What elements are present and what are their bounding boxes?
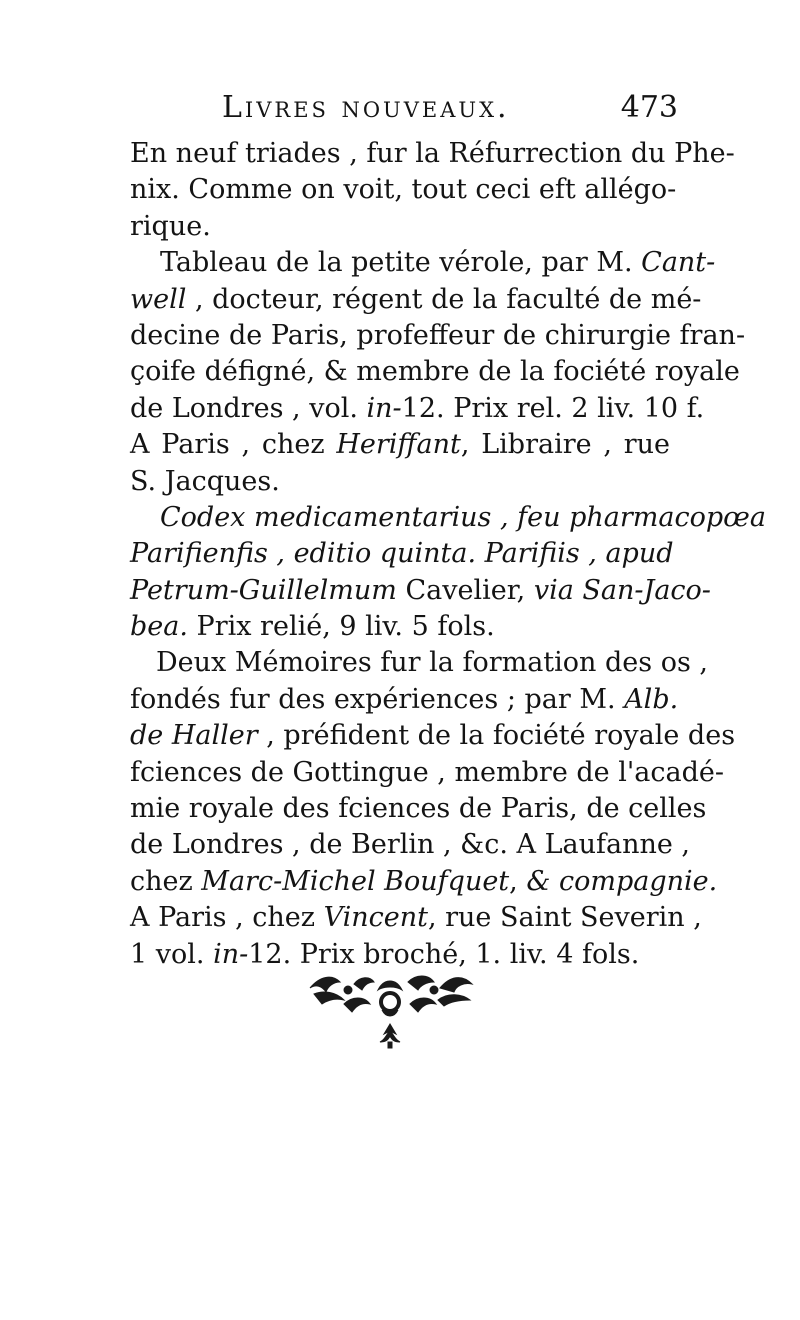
italic-segment: well xyxy=(130,283,187,315)
text-segment: fciences de Gottingue , membre de l'acadé- xyxy=(130,756,724,788)
text-line xyxy=(130,172,677,208)
text-segment: , Libraire , rue xyxy=(460,429,670,461)
text-segment: En neuf triades , fur la Réfurrection du Phe- xyxy=(130,138,735,169)
text-line xyxy=(130,682,679,718)
text-segment: chez xyxy=(130,865,202,897)
text-segment: , xyxy=(509,865,527,897)
italic-segment: de Haller xyxy=(130,720,258,752)
text-line xyxy=(130,318,746,354)
text-segment: de Londres , vol. xyxy=(130,392,367,424)
text-segment: çoife défigné, & membre de la fociété royale xyxy=(130,356,740,388)
text-line xyxy=(130,427,670,463)
text-segment: , docteur, régent de la faculté de mé- xyxy=(186,283,702,315)
italic-segment: Marc-Michel Boufquet xyxy=(201,865,510,897)
text-segment: Cavelier, xyxy=(396,574,534,606)
text-segment: 1 vol. xyxy=(130,938,214,970)
text-segment: Tableau de la petite vérole, par M. xyxy=(160,247,642,279)
text-segment: 12. Prix rel. 2 liv. 10 f. xyxy=(401,392,705,424)
text-line xyxy=(130,136,735,172)
text-line xyxy=(130,645,708,681)
text-segment: decine de Paris, profeffeur de chirurgie fran- xyxy=(130,319,746,351)
text-line xyxy=(130,609,670,645)
text-segment: S. Jacques. xyxy=(130,465,280,497)
text-line xyxy=(130,827,690,863)
text-segment: mie royale des fciences de Paris, de celles xyxy=(130,793,707,825)
italic-segment: in- xyxy=(213,938,249,970)
text-segment: rique. xyxy=(130,210,211,242)
text-segment: A Paris , chez xyxy=(130,902,324,934)
text-segment: Deux Mémoires fur la formation des os , xyxy=(156,647,708,679)
text-line xyxy=(130,718,736,754)
italic-segment: bea. xyxy=(130,611,188,643)
italic-segment: & compagnie. xyxy=(526,865,718,897)
fleuron-ornament-icon xyxy=(300,960,480,1050)
italic-segment: Parifienfis , editio quinta. Parifiis , apud xyxy=(130,538,674,570)
text-line xyxy=(130,245,716,281)
running-head-title: Livres nouveaux. xyxy=(222,90,510,125)
body-text xyxy=(130,136,766,973)
text-segment: , rue Saint Severin , xyxy=(427,902,702,934)
running-head xyxy=(222,90,682,136)
text-line xyxy=(130,755,724,791)
text-line xyxy=(130,573,711,609)
italic-segment: Alb. xyxy=(624,683,679,715)
italic-segment: Heriffant xyxy=(336,429,461,461)
text-line xyxy=(130,391,705,427)
text-line xyxy=(130,864,718,900)
text-line xyxy=(130,464,670,500)
text-line xyxy=(130,536,674,572)
text-line xyxy=(130,209,670,245)
italic-segment: Petrum-Guillelmum xyxy=(130,574,397,606)
text-line xyxy=(130,900,702,936)
text-segment: Prix relié, 9 liv. 5 fols. xyxy=(187,611,495,643)
text-segment: de Londres , de Berlin , &c. A Laufanne , xyxy=(130,829,690,861)
text-line xyxy=(130,354,740,390)
italic-segment: Cant- xyxy=(641,247,716,279)
text-segment: fondés fur des expériences ; par M. xyxy=(130,683,625,715)
text-line xyxy=(130,282,702,318)
italic-segment: via San-Jaco- xyxy=(533,574,711,606)
text-line xyxy=(130,500,766,536)
italic-segment: Vincent xyxy=(323,902,428,934)
text-line xyxy=(130,791,707,827)
text-segment: nix. Comme on voit, tout ceci eft allégo- xyxy=(130,174,677,206)
italic-segment: in- xyxy=(366,392,402,424)
italic-segment: Codex medicamentarius , feu pharmacopœa xyxy=(160,501,766,533)
text-segment: , préfident de la fociété royale des xyxy=(257,720,736,752)
page-number: 473 xyxy=(620,90,678,125)
text-segment: 12. Prix broché, 1. liv. 4 fols. xyxy=(248,938,640,970)
text-segment: A Paris , chez xyxy=(130,429,337,461)
